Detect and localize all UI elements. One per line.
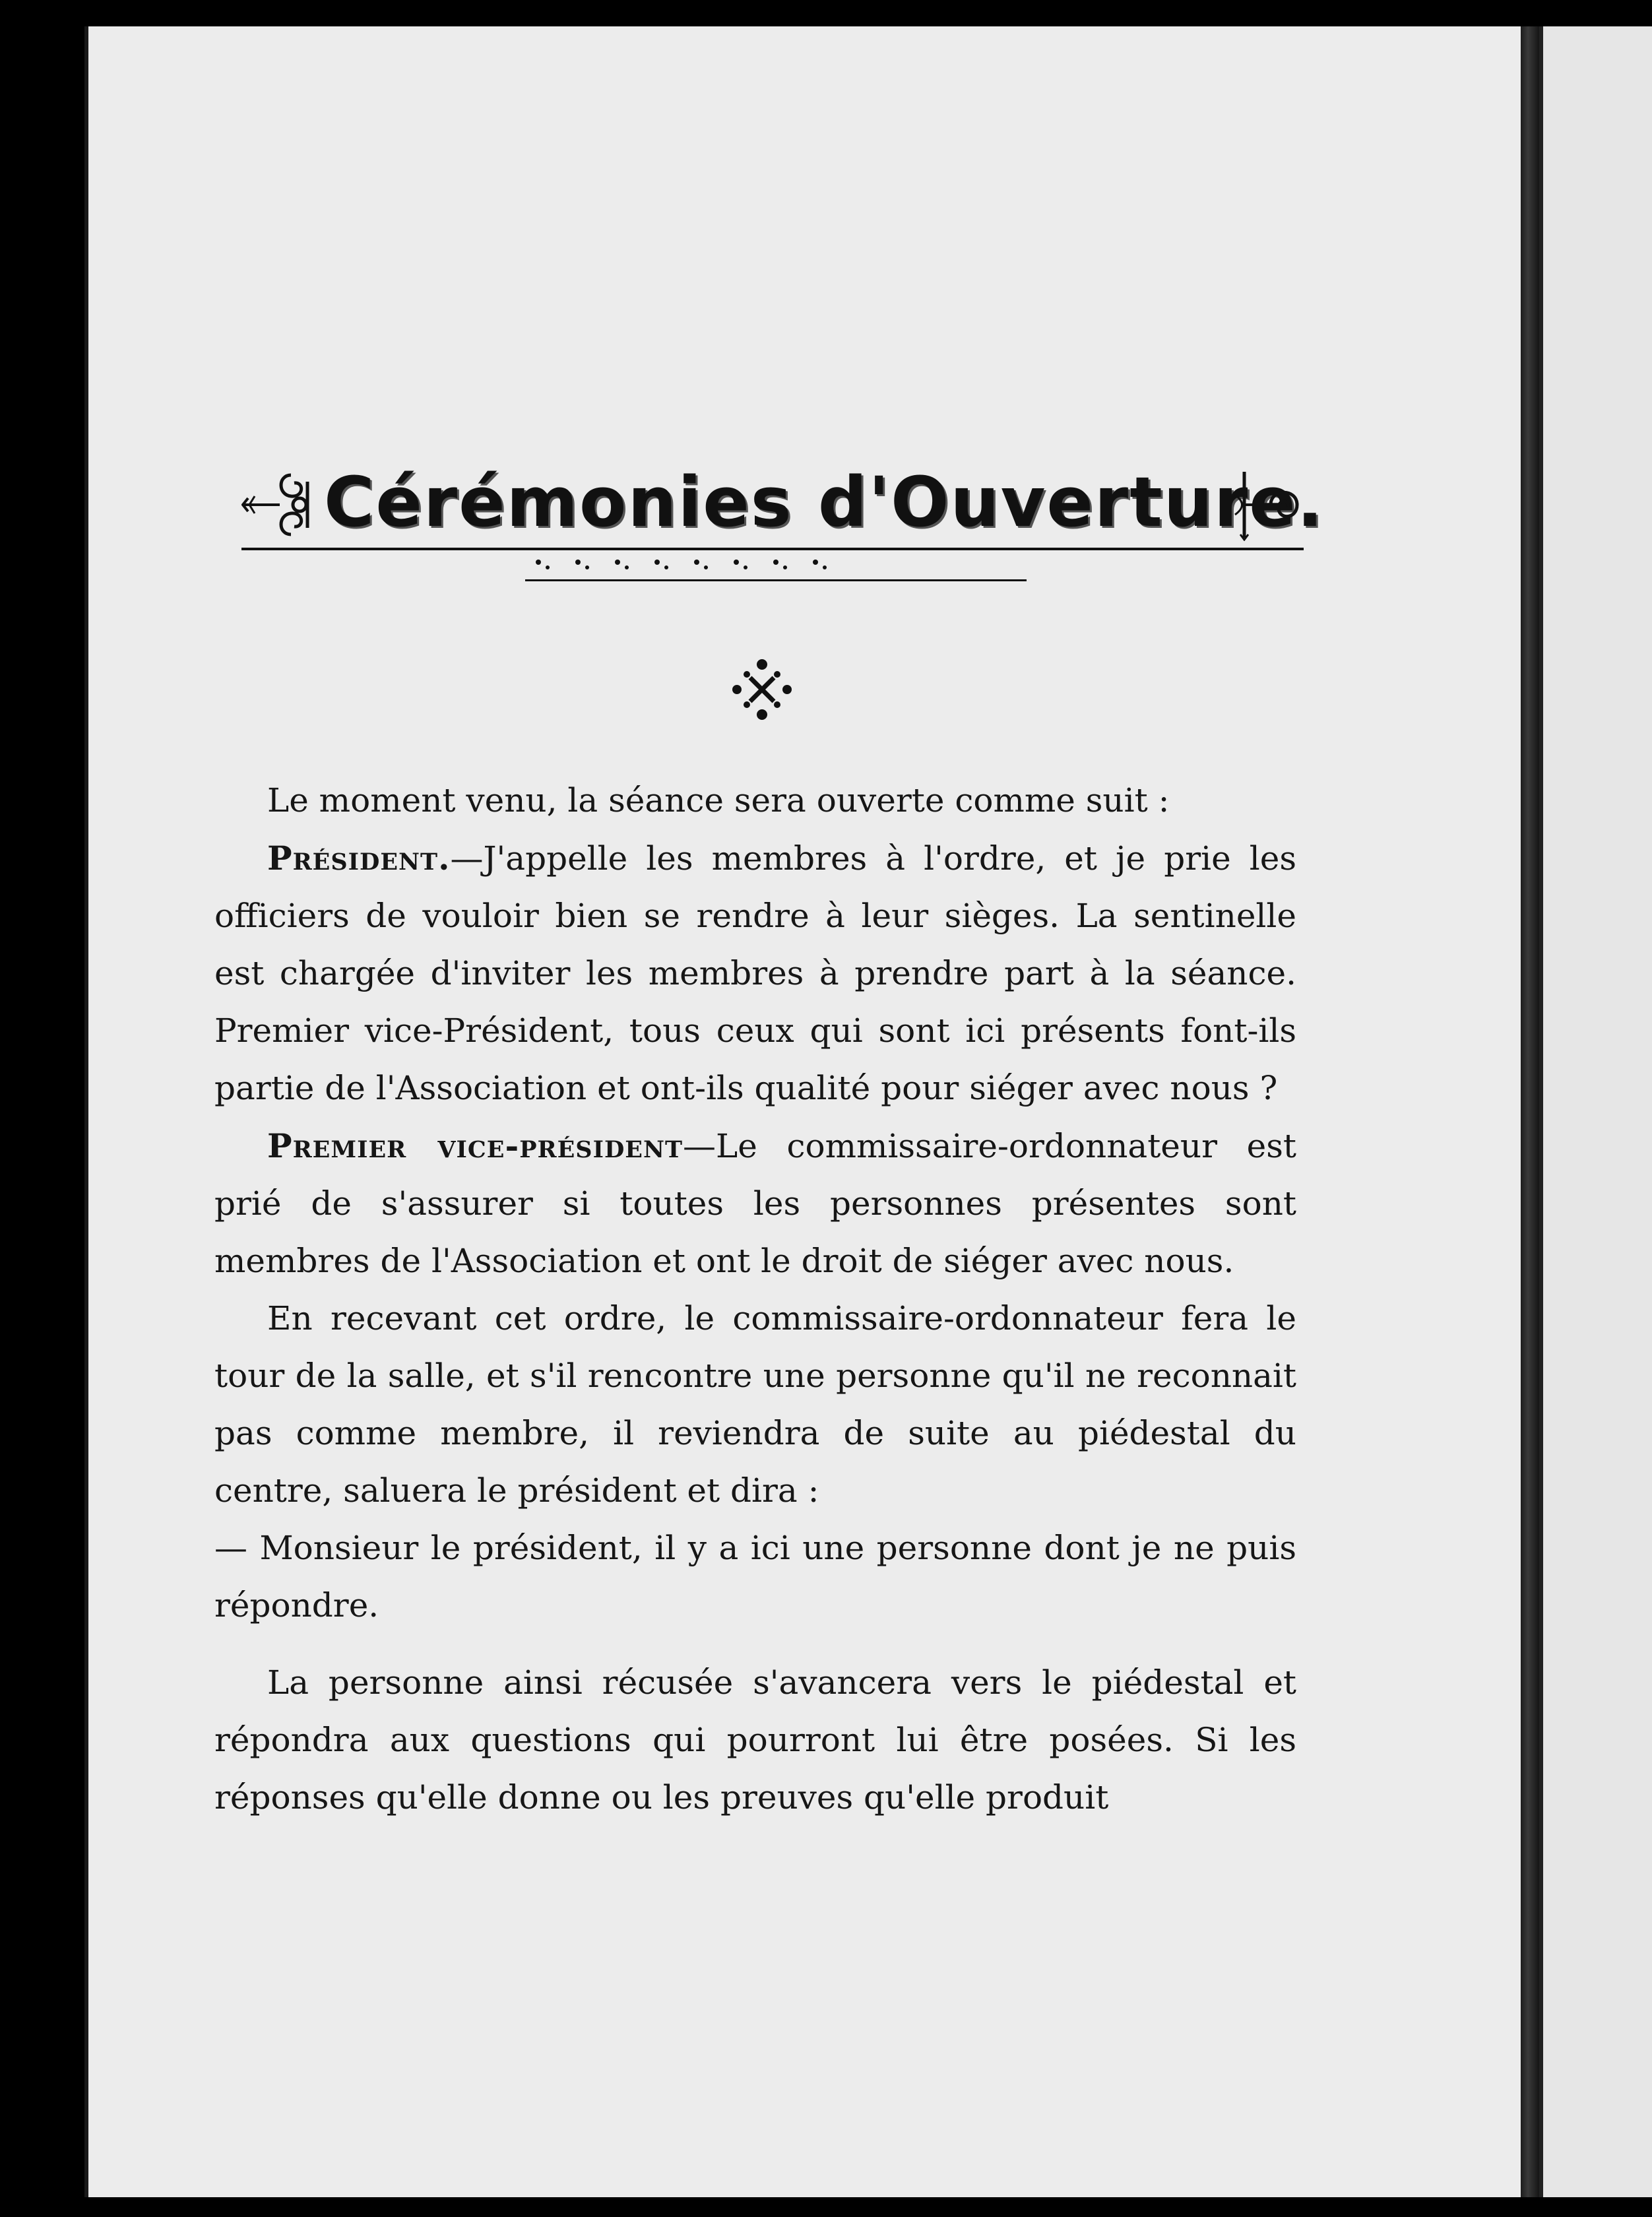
paragraph-text: Le moment venu, la séance sera ouverte comme suit : — [267, 781, 1170, 819]
paragraph-text: En recevant cet ordre, le commissaire-ordonnateur fera le tour de la salle, et s'il rencontre une personne qu'il ne reconnait pas comme membre, il reviendra de suite au piédestal du centre, saluera le président et dira : — [214, 1299, 1296, 1510]
paragraph-text: La personne ainsi récusée s'avancera vers le piédestal et répondra aux questions qui pourront lui être posées. Si les réponses qu'elle donne ou les preuves qu'elle produit — [214, 1663, 1296, 1816]
speaker-label: Président. — [267, 839, 451, 878]
title-row — [241, 455, 1325, 554]
paragraph-intro — [214, 772, 1296, 829]
secondary-rule — [525, 579, 1027, 581]
paragraph-text: — Monsieur le président, il y a ici une personne dont je ne puis répondre. — [214, 1529, 1296, 1624]
book-spine — [1521, 26, 1539, 2197]
paragraph-text: —Le commissaire-ordonnateur est prié de s'assurer si toutes les personnes présentes sont membres de l'Association et ont le droit de siéger avec nous. — [214, 1127, 1296, 1280]
paragraph-challenged — [214, 1654, 1296, 1826]
title-underline — [241, 548, 1304, 550]
paragraph-vice-president — [214, 1117, 1296, 1290]
flourish-right-icon — [1231, 468, 1304, 541]
paragraph-order — [214, 1290, 1296, 1520]
flourish-left-icon — [241, 468, 321, 541]
page-title: Cérémonies d'Ouverture. — [324, 462, 1325, 542]
dotted-rule-ornament — [525, 556, 868, 575]
paragraph-declaration — [214, 1520, 1296, 1634]
next-page-edge — [1539, 26, 1652, 2197]
paragraph-president — [214, 829, 1296, 1117]
body-text — [214, 772, 1296, 1826]
page-fold — [1539, 26, 1543, 2197]
speaker-label: Premier vice-président — [267, 1126, 683, 1165]
asterism-star-icon — [729, 657, 795, 723]
paragraph-text: —J'appelle les membres à l'ordre, et je prie les officiers de vouloir bien se rendre à leur sièges. La sentinelle est chargée d'inviter les membres à prendre part à la séance. Premier vice-Président, tous ceux qui sont ici présents font-ils partie de l'Association et ont-ils qualité pour siéger avec nous ? — [214, 839, 1296, 1107]
chapter-header — [241, 455, 1325, 587]
